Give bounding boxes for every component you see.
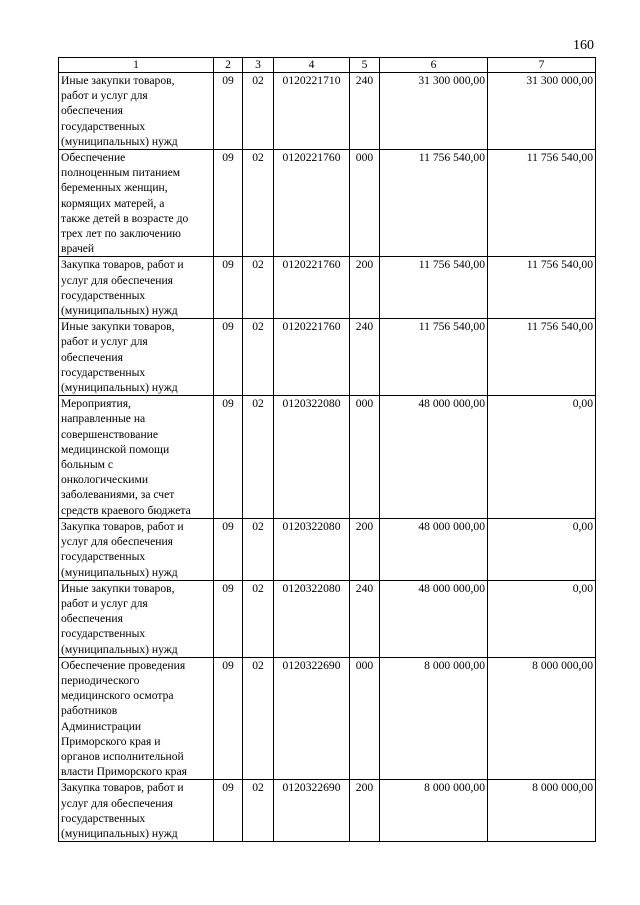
row-subsection: 02 [243, 580, 274, 657]
table-row [59, 780, 596, 842]
row-name-line: полноценным питанием [61, 166, 181, 180]
row-subsection: 02 [243, 657, 274, 780]
row-subsection: 02 [243, 150, 274, 257]
row-subsection: 02 [243, 73, 274, 150]
row-expense-type: 000 [350, 150, 380, 257]
row-section: 09 [214, 319, 243, 396]
row-name [59, 518, 214, 580]
row-amount-col7: 0,00 [488, 580, 596, 657]
row-amount-col6: 31 300 000,00 [380, 73, 488, 150]
row-target-article: 0120322080 [274, 518, 350, 580]
table-row [59, 580, 596, 657]
row-target-article: 0120322690 [274, 780, 350, 842]
row-name-line: направленные на [61, 412, 146, 426]
row-amount-col7: 8 000 000,00 [488, 780, 596, 842]
row-name-line: услуг для обеспечения [61, 535, 173, 549]
budget-table [58, 57, 596, 842]
row-name-line: работ и услуг для [61, 596, 148, 610]
row-target-article: 0120221760 [274, 319, 350, 396]
row-target-article: 0120322080 [274, 396, 350, 519]
row-name-line: (муниципальных) нужд [61, 134, 178, 148]
row-subsection: 02 [243, 319, 274, 396]
row-subsection: 02 [243, 257, 274, 319]
row-name-line: периодического [61, 673, 140, 687]
header-col-2: 2 [214, 58, 243, 73]
row-name-line: услуг для обеспечения [61, 273, 173, 287]
table-row [59, 518, 596, 580]
row-name-line: обеспечения [61, 104, 123, 118]
row-name-line: (муниципальных) нужд [61, 304, 178, 318]
page-number: 160 [573, 38, 594, 53]
row-name-line: беременных женщин, [61, 181, 168, 195]
row-amount-col6: 8 000 000,00 [380, 657, 488, 780]
header-col-7: 7 [488, 58, 596, 73]
row-name-line: Мероприятия, [61, 397, 131, 411]
row-name [59, 257, 214, 319]
row-amount-col7: 8 000 000,00 [488, 657, 596, 780]
table-row [59, 319, 596, 396]
row-name-line: также детей в возрасте до [61, 211, 189, 225]
row-name-line: Закупка товаров, работ и [61, 258, 184, 272]
row-name-line: работ и услуг для [61, 335, 148, 349]
row-name-line: средств краевого бюджета [61, 503, 191, 517]
row-target-article: 0120221760 [274, 257, 350, 319]
row-name-line: Иные закупки товаров, [61, 74, 175, 87]
row-name-line: услуг для обеспечения [61, 796, 173, 810]
table-row [59, 150, 596, 257]
row-target-article: 0120221710 [274, 73, 350, 150]
row-amount-col6: 11 756 540,00 [380, 150, 488, 257]
row-name-line: работ и услуг для [61, 89, 148, 103]
header-col-6: 6 [380, 58, 488, 73]
row-amount-col7: 11 756 540,00 [488, 150, 596, 257]
row-expense-type: 240 [350, 319, 380, 396]
row-subsection: 02 [243, 780, 274, 842]
row-amount-col6: 11 756 540,00 [380, 257, 488, 319]
header-col-3: 3 [243, 58, 274, 73]
row-amount-col6: 11 756 540,00 [380, 319, 488, 396]
row-expense-type: 200 [350, 780, 380, 842]
row-section: 09 [214, 73, 243, 150]
row-name-line: (муниципальных) нужд [61, 642, 178, 656]
row-name-line: Обеспечение [61, 151, 126, 165]
row-name-line: Обеспечение проведения [61, 658, 186, 672]
row-name-line: государственных [61, 288, 146, 302]
row-name-line: трех лет по заключению [61, 227, 181, 241]
row-name-line: больным с [61, 458, 113, 472]
row-expense-type: 240 [350, 580, 380, 657]
row-name-line: Закупка товаров, работ и [61, 519, 184, 533]
row-section: 09 [214, 396, 243, 519]
header-col-4: 4 [274, 58, 350, 73]
row-name [59, 657, 214, 780]
row-name [59, 73, 214, 150]
table-row [59, 73, 596, 150]
row-name-line: (муниципальных) нужд [61, 565, 178, 579]
row-target-article: 0120221760 [274, 150, 350, 257]
row-name-line: государственных [61, 365, 146, 379]
row-name-line: (муниципальных) нужд [61, 381, 178, 395]
row-name [59, 780, 214, 842]
row-name-line: Закупка товаров, работ и [61, 781, 184, 795]
row-section: 09 [214, 780, 243, 842]
row-name [59, 150, 214, 257]
row-name-line: власти Приморского края [61, 765, 187, 779]
row-amount-col7: 0,00 [488, 396, 596, 519]
row-expense-type: 000 [350, 396, 380, 519]
row-expense-type: 000 [350, 657, 380, 780]
row-name-line: государственных [61, 550, 146, 564]
row-amount-col7: 0,00 [488, 518, 596, 580]
row-expense-type: 200 [350, 257, 380, 319]
row-amount-col6: 48 000 000,00 [380, 518, 488, 580]
row-target-article: 0120322690 [274, 657, 350, 780]
row-name-line: (муниципальных) нужд [61, 826, 178, 840]
row-name-line: медицинской помощи [61, 442, 170, 456]
header-col-5: 5 [350, 58, 380, 73]
table-row [59, 396, 596, 519]
row-name-line: органов исполнительной [61, 749, 184, 763]
row-subsection: 02 [243, 396, 274, 519]
row-expense-type: 200 [350, 518, 380, 580]
row-amount-col7: 11 756 540,00 [488, 319, 596, 396]
row-subsection: 02 [243, 518, 274, 580]
row-name-line: заболеваниями, за счет [61, 488, 175, 502]
header-row [59, 58, 596, 73]
row-amount-col7: 11 756 540,00 [488, 257, 596, 319]
row-amount-col6: 8 000 000,00 [380, 780, 488, 842]
row-name-line: государственных [61, 627, 146, 641]
row-section: 09 [214, 150, 243, 257]
row-target-article: 0120322080 [274, 580, 350, 657]
row-name [59, 319, 214, 396]
row-name-line: онкологическими [61, 473, 149, 487]
row-section: 09 [214, 518, 243, 580]
row-name-line: кормящих матерей, а [61, 196, 165, 210]
row-name-line: Приморского края и [61, 734, 161, 748]
table-row [59, 257, 596, 319]
table-row [59, 657, 596, 780]
row-amount-col7: 31 300 000,00 [488, 73, 596, 150]
row-name-line: Иные закупки товаров, [61, 320, 175, 334]
row-name-line: врачей [61, 242, 95, 256]
row-expense-type: 240 [350, 73, 380, 150]
row-name-line: Иные закупки товаров, [61, 581, 175, 595]
row-amount-col6: 48 000 000,00 [380, 580, 488, 657]
row-name [59, 396, 214, 519]
row-name-line: обеспечения [61, 350, 123, 364]
row-section: 09 [214, 580, 243, 657]
row-section: 09 [214, 257, 243, 319]
row-amount-col6: 48 000 000,00 [380, 396, 488, 519]
row-name [59, 580, 214, 657]
row-name-line: совершенствование [61, 427, 158, 441]
row-name-line: государственных [61, 811, 146, 825]
header-col-1: 1 [59, 58, 214, 73]
row-name-line: обеспечения [61, 612, 123, 626]
row-name-line: государственных [61, 119, 146, 133]
row-name-line: медицинского осмотра [61, 689, 174, 703]
row-name-line: работников [61, 704, 118, 718]
row-name-line: Администрации [61, 719, 142, 733]
row-section: 09 [214, 657, 243, 780]
